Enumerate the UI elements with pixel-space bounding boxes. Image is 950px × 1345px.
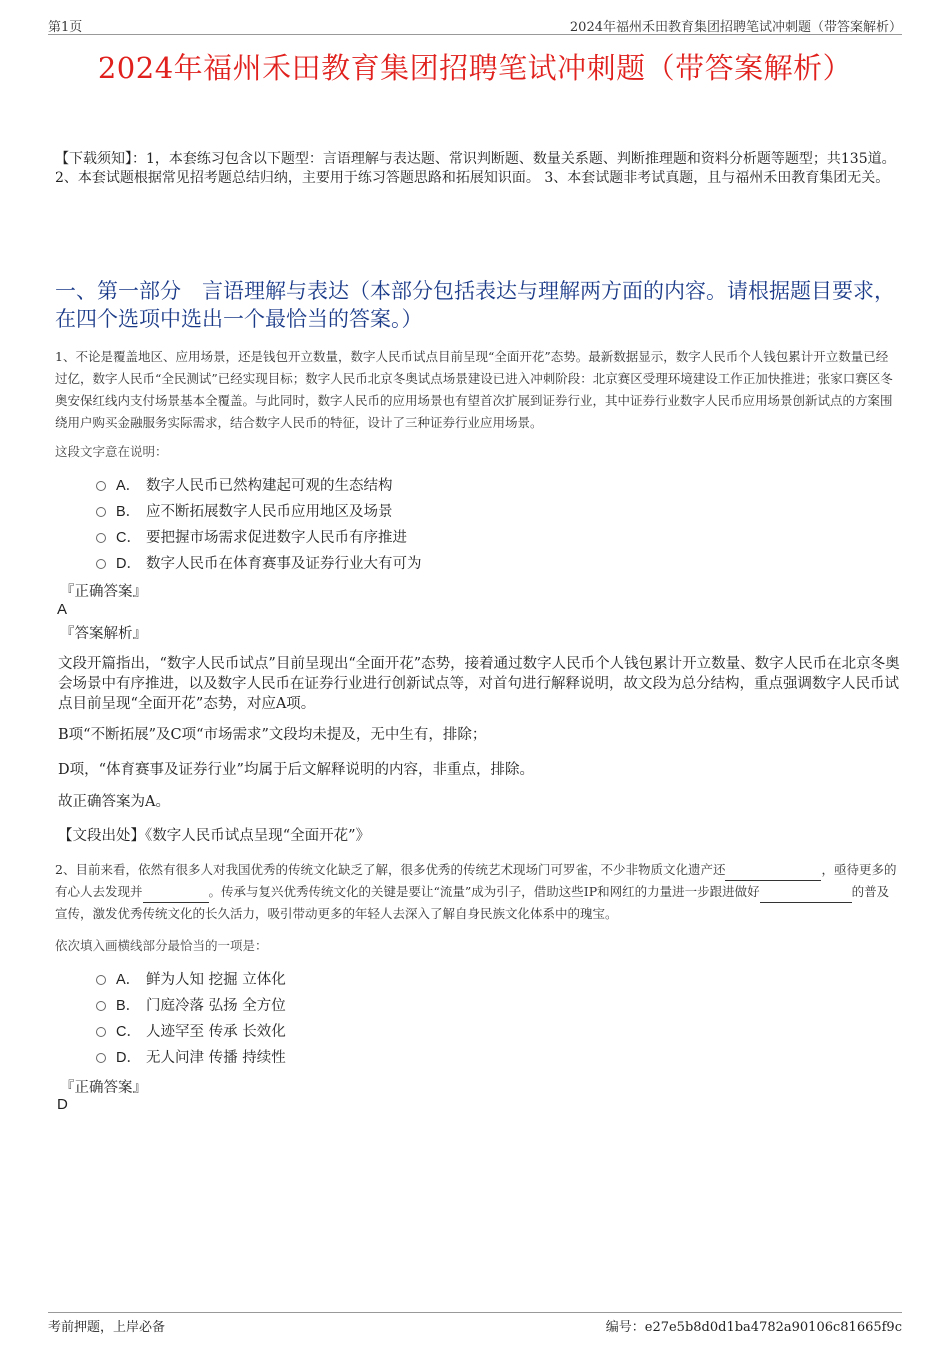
question-2-options bbox=[96, 967, 286, 1071]
footer-slogan: 考前押题，上岸必备 bbox=[48, 1320, 166, 1335]
download-notice: 【下载须知】：1，本套练习包含以下题型：言语理解与表达题、常识判断题、数量关系题、判断推理题和资料分析题等题型；共135道。 2、本套试题根据常见招考题总结归纳，主要用于练习答题思路和拓展知识面。 3、本套试题非考试真题，且与福州禾田教育集团无关。 bbox=[55, 151, 896, 186]
option-c[interactable]: C． 要把握市场需求促进数字人民币有序推进 bbox=[96, 525, 422, 551]
document-title: 2024年福州禾田教育集团招聘笔试冲刺题（带答案解析） bbox=[97, 51, 853, 85]
analysis-paragraph: B项“不断拓展”及C项“市场需求”文段均未提及，无中生有，排除； bbox=[58, 727, 487, 743]
header-doc-title: 2024年福州禾田教育集团招聘笔试冲刺题（带答案解析） bbox=[569, 20, 902, 35]
radio-icon[interactable] bbox=[96, 533, 106, 543]
analysis-source: 【文段出处】《数字人民币试点呈现“全面开花”》 bbox=[58, 828, 371, 844]
fill-blank-2 bbox=[143, 888, 209, 903]
analysis-paragraph: 文段开篇指出，“数字人民币试点”目前呈现出“全面开花”态势，接着通过数字人民币个人钱包累计开立数量、数字人民币在北京冬奥会场景中有序推进，以及数字人民币在证券行业进行创新试点等，对首句进行解释说明，故文段为总分结构，重点强调数字人民币试点目前呈现“全面开花”态势，对应A项。 bbox=[58, 656, 900, 712]
question-1-options bbox=[96, 473, 422, 577]
question-1-text: 1、不论是覆盖地区、应用场景，还是钱包开立数量，数字人民币试点目前呈现“全面开花”态势。最新数据显示，数字人民币个人钱包累计开立数量已经过亿，数字人民币“全民测试”已经实现目标；数字人民币北京冬奥试点场景建设已进入冲刺阶段：北京赛区受理环境建设工作正加快推进；张家口赛区冬奥安保红线内支付场景基本全覆盖。与此同时，数字人民币的应用场景也有望首次扩展到证券行业，其中证券行业数字人民币应用场景创新试点的方案围绕用户购买金融服务实际需求，结合数字人民币的特征，设计了三种证券行业应用场景。 bbox=[55, 349, 893, 430]
option-c[interactable]: C． 人迹罕至 传承 长效化 bbox=[96, 1019, 286, 1045]
fill-blank-1 bbox=[725, 866, 821, 881]
analysis-label: 『答案解析』 bbox=[60, 626, 147, 642]
page-header bbox=[48, 14, 902, 35]
answer-value: D bbox=[57, 1096, 68, 1113]
radio-icon[interactable] bbox=[96, 559, 106, 569]
radio-icon[interactable] bbox=[96, 975, 106, 985]
radio-icon[interactable] bbox=[96, 1027, 106, 1037]
section-heading: 一、第一部分 言语理解与表达（本部分包括表达与理解两方面的内容。请根据题目要求，在四个选项中选出一个最恰当的答案。） bbox=[55, 279, 895, 331]
option-a[interactable]: A． 鲜为人知 挖掘 立体化 bbox=[96, 967, 286, 993]
analysis-paragraph: 故正确答案为A。 bbox=[58, 794, 170, 810]
option-d[interactable]: D． 数字人民币在体育赛事及证券行业大有可为 bbox=[96, 551, 422, 577]
footer-id: 编号：e27e5b8d0d1ba4782a90106c81665f9c bbox=[605, 1320, 902, 1335]
option-a[interactable]: A． 数字人民币已然构建起可观的生态结构 bbox=[96, 473, 422, 499]
analysis-paragraph: D项，“体育赛事及证券行业”均属于后文解释说明的内容，非重点，排除。 bbox=[58, 762, 534, 778]
answer-label: 『正确答案』 bbox=[60, 1080, 147, 1096]
page-footer bbox=[48, 1312, 902, 1335]
option-d[interactable]: D． 无人问津 传播 持续性 bbox=[96, 1045, 286, 1071]
radio-icon[interactable] bbox=[96, 1053, 106, 1063]
question-2-prompt: 依次填入画横线部分最恰当的一项是： bbox=[55, 938, 268, 953]
page-number: 第1页 bbox=[48, 20, 83, 35]
option-b[interactable]: B． 应不断拓展数字人民币应用地区及场景 bbox=[96, 499, 422, 525]
radio-icon[interactable] bbox=[96, 507, 106, 517]
question-1-prompt: 这段文字意在说明： bbox=[55, 444, 168, 459]
answer-label: 『正确答案』 bbox=[60, 584, 147, 600]
fill-blank-3 bbox=[760, 888, 852, 903]
radio-icon[interactable] bbox=[96, 481, 106, 491]
answer-value: A bbox=[57, 601, 68, 618]
radio-icon[interactable] bbox=[96, 1001, 106, 1011]
question-2-text: 2、目前来看，依然有很多人对我国优秀的传统文化缺乏了解，很多优秀的传统艺术现场门可罗雀，不少非物质文化遗产还 ，亟待更多的有心人去发现并 。传承与复兴优秀传统文化的关键是要让“流量”成为引子，借助这些IP和网红的力量进一步跟进做好 的普及宣传，激发优秀传统文化的长久活力，吸引带动更多的年轻人去深入了解自身民族文化体系中的瑰宝。 bbox=[55, 862, 897, 921]
option-b[interactable]: B． 门庭冷落 弘扬 全方位 bbox=[96, 993, 286, 1019]
